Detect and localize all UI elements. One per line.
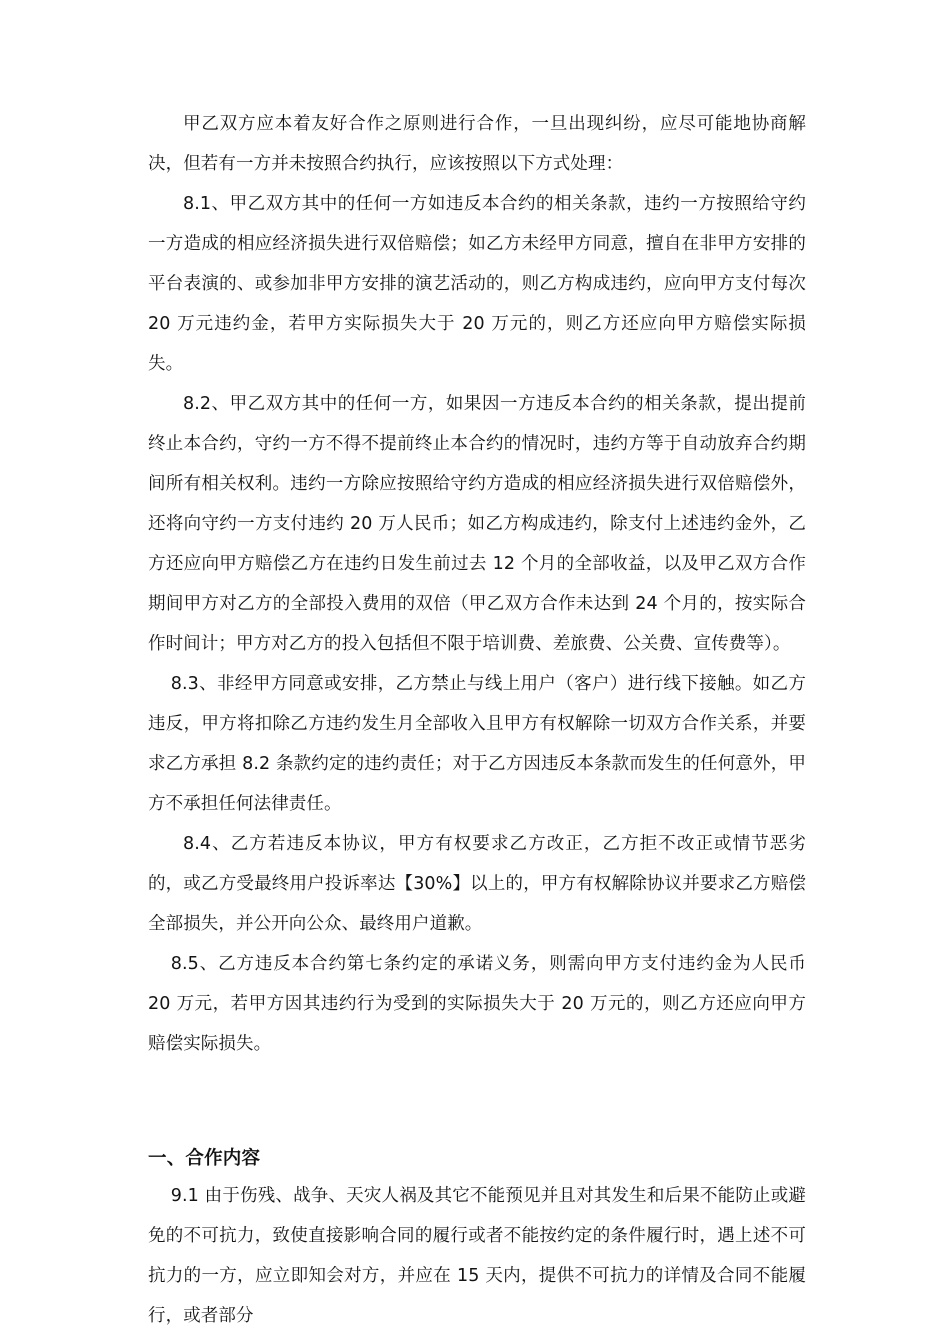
paragraph-clause-9-1: 9.1 由于伤残、战争、天灾人祸及其它不能预见并且对其发生和后果不能防止或避免的不可抗力，致使直接影响合同的履行或者不能按约定的条件履行时，遇上述不可抗力的一方，应立即知会对方，并应在 15 天内，提供不可抗力的详情及合同不能履行，或者部分 xyxy=(148,1186,806,1326)
section-heading-cooperation-content: 一、合作内容 xyxy=(148,1148,261,1169)
document-body xyxy=(148,104,806,1336)
paragraph-clause-8-1: 8.1、甲乙双方其中的任何一方如违反本合约的相关条款，违约一方按照给守约一方造成的相应经济损失进行双倍赔偿；如乙方未经甲方同意，擅自在非甲方安排的平台表演的、或参加非甲方安排的演艺活动的，则乙方构成违约，应向甲方支付每次 20 万元违约金，若甲方实际损失大于 20 万元的，则乙方还应向甲方赔偿实际损失。 xyxy=(148,194,806,374)
section-gap xyxy=(148,1064,806,1142)
paragraph-intro: 甲乙双方应本着友好合作之原则进行合作，一旦出现纠纷，应尽可能地协商解决，但若有一方并未按照合约执行，应该按照以下方式处理： xyxy=(148,114,806,174)
paragraph-clause-8-3: 8.3、非经甲方同意或安排，乙方禁止与线上用户（客户）进行线下接触。如乙方违反，甲方将扣除乙方违约发生月全部收入且甲方有权解除一切双方合作关系，并要求乙方承担 8.2 条款约定的违约责任；对于乙方因违反本条款而发生的任何意外，甲方不承担任何法律责任。 xyxy=(148,674,806,814)
paragraph-clause-8-2: 8.2、甲乙双方其中的任何一方，如果因一方违反本合约的相关条款，提出提前终止本合约，守约一方不得不提前终止本合约的情况时，违约方等于自动放弃合约期间所有相关权利。违约一方除应按照给守约方造成的相应经济损失进行双倍赔偿外，还将向守约一方支付违约 20 万人民币；如乙方构成违约，除支付上述违约金外，乙方还应向甲方赔偿乙方在违约日发生前过去 12 个月的全部收益，以及甲乙双方合作期间甲方对乙方的全部投入费用的双倍（甲乙双方合作未达到 24 个月的，按实际合作时间计；甲方对乙方的投入包括但不限于培训费、差旅费、公关费、宣传费等）。 xyxy=(148,394,806,654)
paragraph-clause-8-4: 8.4、乙方若违反本协议，甲方有权要求乙方改正，乙方拒不改正或情节恶劣的，或乙方受最终用户投诉率达【30%】以上的，甲方有权解除协议并要求乙方赔偿全部损失，并公开向公众、最终用户道歉。 xyxy=(148,834,806,934)
paragraph-clause-8-5: 8.5、乙方违反本合约第七条约定的承诺义务，则需向甲方支付违约金为人民币 20 万元，若甲方因其违约行为受到的实际损失大于 20 万元的，则乙方还应向甲方赔偿实际损失。 xyxy=(148,954,806,1054)
